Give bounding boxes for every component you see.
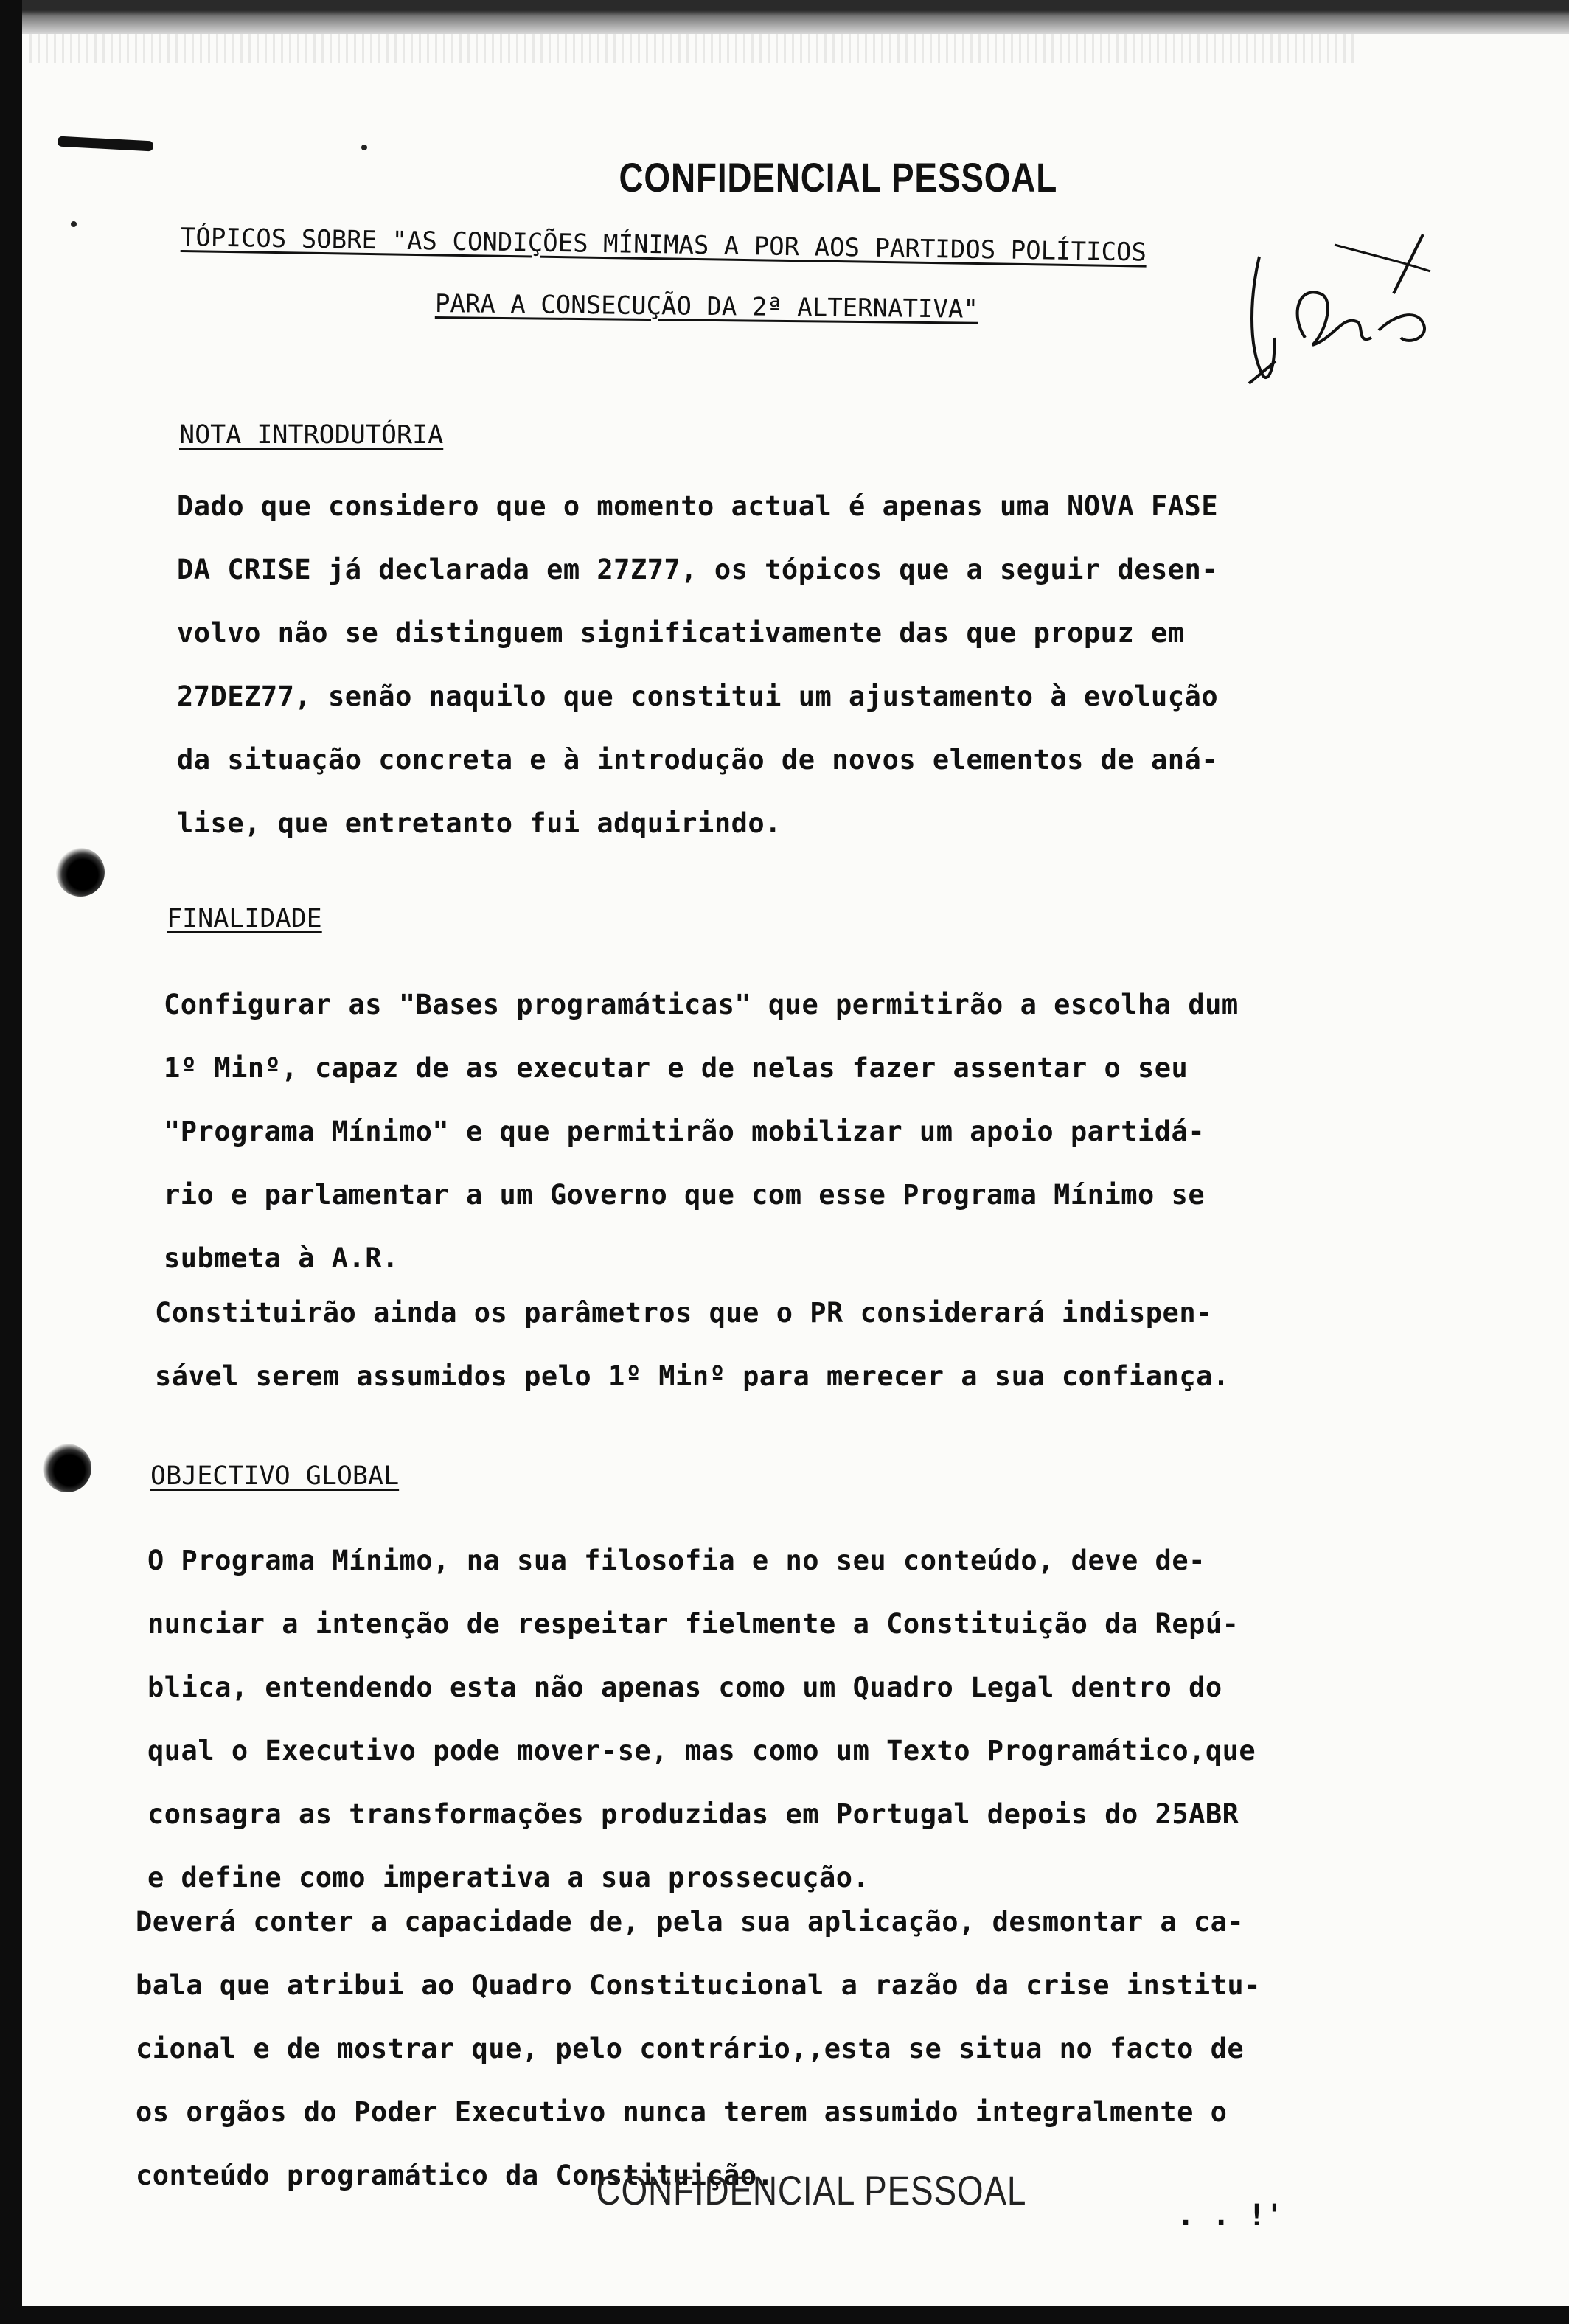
scan-noise [29,34,1357,63]
paragraph [177,475,1218,855]
confidential-stamp-bottom: CONFIDENCIAL PESSOAL [596,2167,1027,2213]
text-line: Configurar as "Bases programáticas" que permitirão a escolha dum [164,989,1239,1020]
text-line: da situação concreta e à introdução de novos elementos de aná- [177,744,1219,776]
text-line: Deverá conter a capacidade de, pela sua aplicação, desmontar a ca- [136,1906,1245,1938]
text-line: sável serem assumidos pelo 1º Minº para merecer a sua confiança. [155,1360,1230,1392]
section-heading: OBJECTIVO GLOBAL [150,1461,400,1491]
footer-marks: . . !' [1177,2199,1284,2233]
text-line: rio e parlamentar a um Governo que com esse Programa Mínimo se [164,1179,1206,1211]
text-line: blica, entendendo esta não apenas como um Quadro Legal dentro do [147,1671,1222,1703]
confidential-stamp-top: CONFIDENCIAL PESSOAL [619,154,1058,201]
scan-bottom-edge [0,2306,1569,2324]
margin-mark [58,136,154,152]
scan-top-edge [0,0,1569,34]
text-line: e define como imperativa a sua prossecução. [147,1862,870,1893]
document-title-line-1: TÓPICOS SOBRE "AS CONDIÇÕES MÍNIMAS A POR AOS PARTIDOS POLÍTICOS [180,223,1147,268]
text-line: submeta à A.R. [164,1242,399,1274]
section-heading: FINALIDADE [167,904,322,933]
text-line: "Programa Mínimo" e que permitirão mobilizar um apoio partidá- [164,1116,1206,1147]
text-line: 27DEZ77, senão naquilo que constitui um ajustamento à evolução [177,681,1219,712]
paragraph [147,1529,1256,1910]
text-line: Dado que considero que o momento actual é apenas uma NOVA FASE [177,490,1219,522]
text-line: qual o Executivo pode mover-se, mas como um Texto Programático,que [147,1735,1256,1767]
scan-left-edge [0,0,22,2324]
text-line: DA CRISE já declarada em 27Z77, os tópicos que a seguir desen- [177,554,1219,585]
text-line: O Programa Mínimo, na sua filosofia e no seu conteúdo, deve de- [147,1545,1206,1576]
text-line: volvo não se distinguem significativamente das que propuz em [177,617,1185,649]
text-line: Constituirão ainda os parâmetros que o PR considerará indispen- [155,1297,1213,1329]
text-line: conteúdo programático da Constituição. [136,2160,774,2191]
punch-hole [43,1444,91,1492]
text-line: os orgãos do Poder Executivo nunca terem assumido integralmente o [136,2096,1228,2128]
text-line: cional e de mostrar que, pelo contrário,,esta se situa no facto de [136,2033,1245,2064]
document-title-line-2: PARA A CONSECUÇÃO DA 2ª ALTERNATIVA" [434,289,979,324]
text-line: consagra as transformações produzidas em Portugal depois do 25ABR [147,1798,1239,1830]
text-line: 1º Minº, capaz de as executar e de nelas fazer assentar o seu [164,1052,1189,1084]
paragraph [136,1890,1261,2208]
margin-dot [361,145,367,150]
handwritten-signature [1246,227,1460,404]
paragraph [164,973,1239,1290]
text-line: bala que atribui ao Quadro Constitucional a razão da crise institu- [136,1969,1261,2001]
paragraph [155,1281,1230,1408]
margin-dot [71,221,77,227]
text-line: nunciar a intenção de respeitar fielmente a Constituição da Repú- [147,1608,1239,1640]
punch-hole [56,848,105,897]
text-line: lise, que entretanto fui adquirindo. [177,807,782,839]
section-heading: NOTA INTRODUTÓRIA [179,420,444,450]
